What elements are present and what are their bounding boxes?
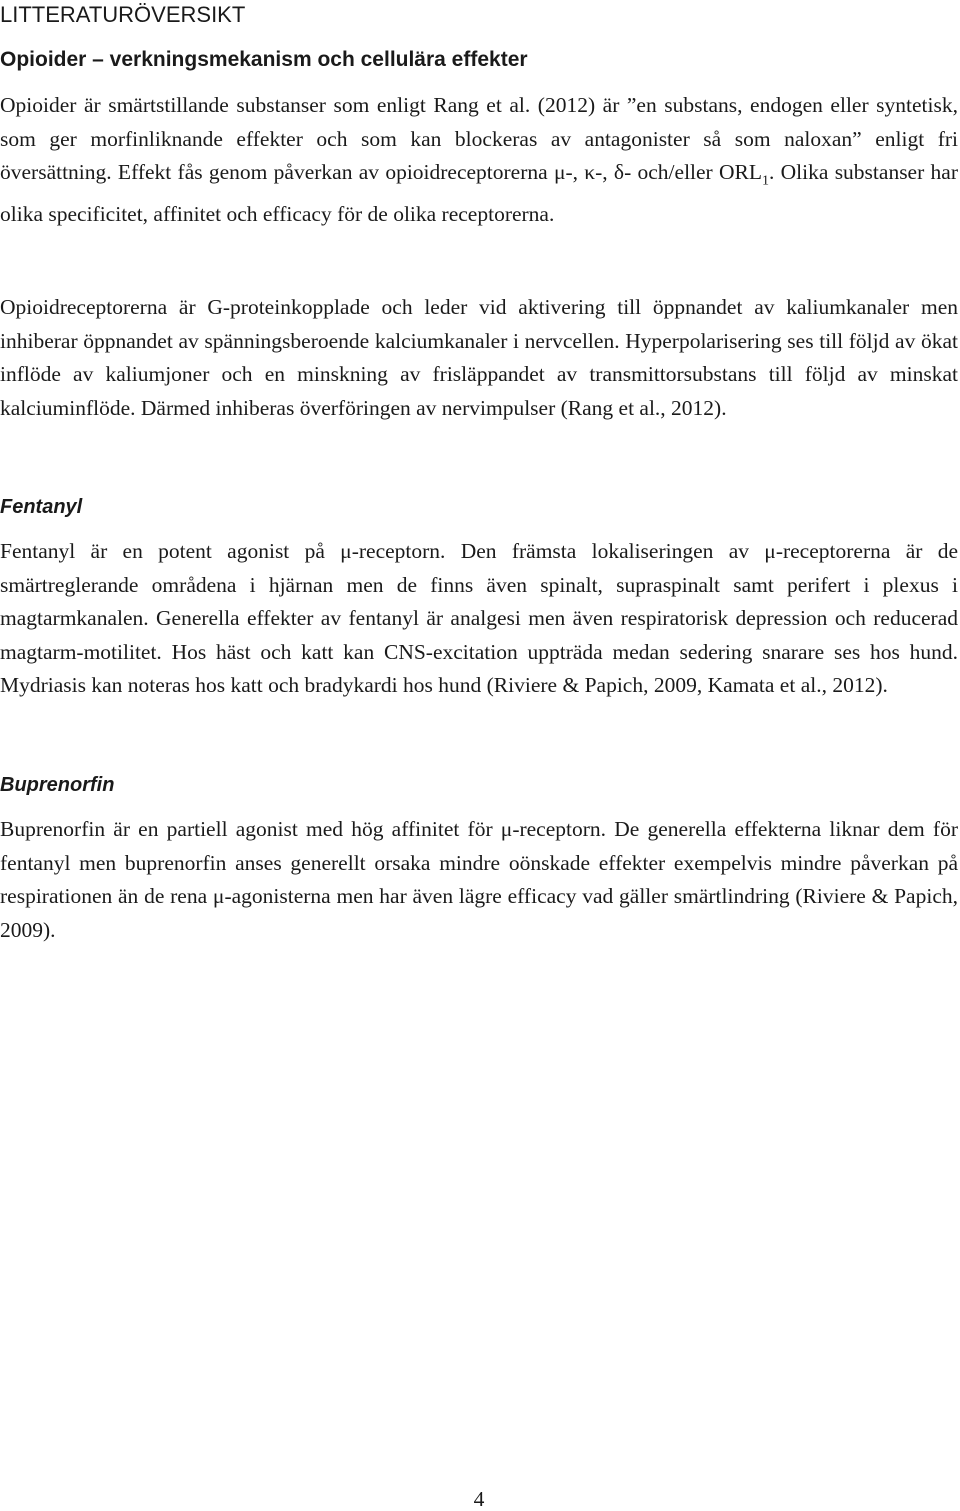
- page-number: 4: [473, 1487, 485, 1511]
- heading-buprenorfin: Buprenorfin: [0, 774, 115, 796]
- paragraph-buprenorfin: Buprenorfin är en partiell agonist med hög affinitet för μ-receptorn. De generella effekterna liknar dem för fentanyl men buprenorfin anses generellt orsaka mindre oönskade effekter exempelvis mindre påverkan på respirationen än de rena μ-agonisterna men har även lägre efficacy vad gäller smärtlindring (Riviere & Papich, 2009).: [0, 817, 958, 942]
- paragraph-opioider-intro: [0, 89, 958, 232]
- paragraph-text: . Olika substanser har olika specificitet, affinitet och efficacy för de olika receptorerna.: [0, 160, 958, 227]
- heading-fentanyl: Fentanyl: [0, 496, 83, 518]
- subsection-title-opioider: Opioider – verkningsmekanism och cellulära effekter: [0, 48, 528, 71]
- paragraph-text: Opioider är smärtstillande substanser som enligt Rang et al. (2012) är ”en substans, endogen eller syntetisk, som ger morfinliknande effekter och som kan blockeras av antagonister så som naloxan” enligt fri översättning. Effekt fås genom påverkan av opioidreceptorerna μ-, κ-, δ- och/eller ORL: [0, 93, 958, 185]
- paragraph-fentanyl: Fentanyl är en potent agonist på μ-receptorn. Den främsta lokaliseringen av μ-receptorerna är de smärtreglerande områdena i hjärnan men de finns även spinalt, supraspinalt samt perifert i plexus i magtarmkanalen. Generella effekter av fentanyl är analgesi men även respiratorisk depression och reducerad magtarm-motilitet. Hos häst och katt kan CNS-excitation uppträda medan sedering snarare ses hos hund. Mydriasis kan noteras hos katt och bradykardi hos hund (Riviere & Papich, 2009, Kamata et al., 2012).: [0, 539, 958, 698]
- subscript: 1: [762, 173, 769, 189]
- section-title: LITTERATURÖVERSIKT: [0, 2, 246, 27]
- paragraph-receptors: Opioidreceptorerna är G-proteinkopplade och leder vid aktivering till öppnandet av kaliumkanaler men inhiberar öppnandet av spänningsberoende kalciumkanaler i nervcellen. Hyperpolarisering ses till följd av ökat inflöde av kaliumjoner och en minskning av frisläppandet av transmittorsubstans till följd av minskat kalciuminflöde. Därmed inhiberas överföringen av nervimpulser (Rang et al., 2012).: [0, 295, 958, 420]
